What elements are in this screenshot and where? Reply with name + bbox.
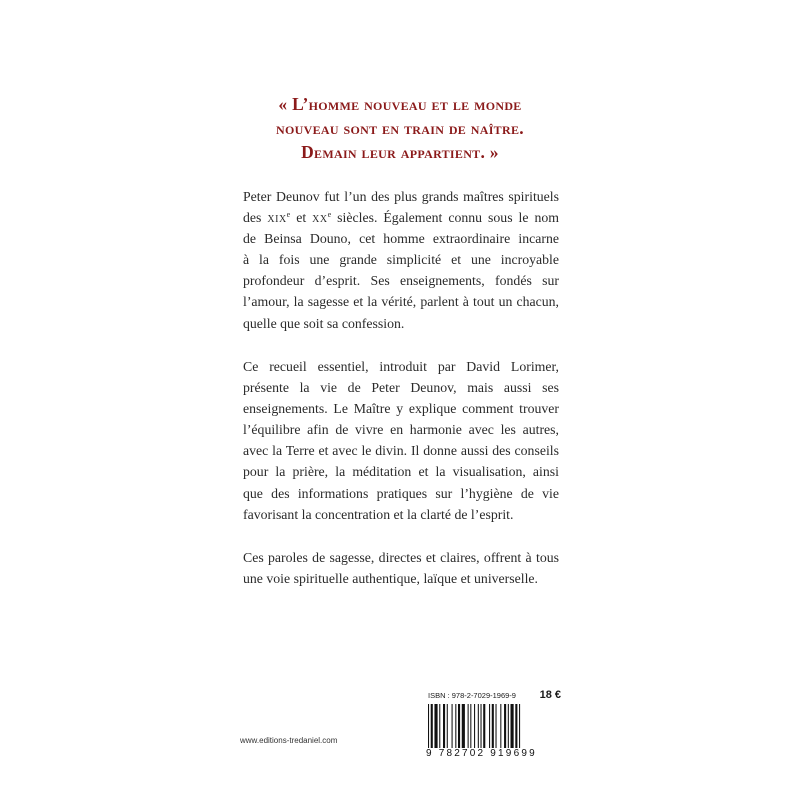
barcode-bar xyxy=(452,704,453,748)
barcode-bar xyxy=(434,704,437,748)
cover-quote xyxy=(210,92,590,164)
barcode-bar xyxy=(470,704,471,748)
text-line: avec la Terre et avec le divin. Il donne aussi des conseils xyxy=(243,443,559,459)
barcode-bar xyxy=(431,704,433,748)
barcode-bar xyxy=(458,704,460,748)
text-line: des xix$^e$ et $xx^e$ siècles. Également connu sous le nom xyxy=(243,210,560,226)
barcode-bar xyxy=(492,704,494,748)
barcode-bar xyxy=(443,704,445,748)
text-line: Ce recueil essentiel, introduit par David Lorimer, xyxy=(243,359,559,374)
description-paragraph-1 xyxy=(243,186,559,334)
text-line: à la fois une grande simplicité et une incroyable xyxy=(243,252,559,268)
publisher-website: www.editions-tredaniel.com xyxy=(240,736,338,745)
century-numeral: xx xyxy=(312,210,328,226)
text-line: favorisant la concentration et la clarté de l’esprit. xyxy=(243,506,514,522)
quote-line: Demain leur appartient. » xyxy=(301,142,499,162)
quote-line: nouveau sont en train de naître. xyxy=(276,118,524,138)
barcode-bar xyxy=(455,704,456,748)
barcode xyxy=(426,704,561,748)
barcode-bar xyxy=(462,704,465,748)
isbn-price-row xyxy=(428,691,561,703)
text-line: quelle que soit sa confession. xyxy=(243,315,405,331)
barcode-bar xyxy=(474,704,475,748)
barcode-bar xyxy=(504,704,506,748)
barcode-digits: 9 782702 919699 xyxy=(426,748,537,759)
barcode-bar xyxy=(468,704,469,748)
description-paragraph-2 xyxy=(243,356,559,525)
quote-line: « L’homme nouveau et le monde xyxy=(278,94,522,114)
barcode-bar xyxy=(511,704,514,748)
barcode-bar xyxy=(483,704,485,748)
text-line: que des informations pratiques sur l’hygiène de vie xyxy=(243,485,559,501)
century-numeral: xix xyxy=(267,210,287,226)
barcode-bar xyxy=(500,704,501,748)
text-line: une voie spirituelle authentique, laïque et universelle. xyxy=(243,571,539,587)
description-paragraph-3 xyxy=(243,547,559,589)
text-line: Peter Deunov fut l’un des plus grands maîtres spirituels xyxy=(243,189,559,204)
text-line: présente la vie de Peter Deunov, mais aussi ses xyxy=(243,380,559,396)
barcode-bar xyxy=(428,704,429,748)
barcode-bar xyxy=(481,704,482,748)
superscript: e xyxy=(327,210,332,220)
barcode-bar xyxy=(496,704,497,748)
isbn-label: ISBN : 978-2-7029-1969-9 xyxy=(428,691,516,700)
barcode-bar xyxy=(489,704,490,748)
text-line: l’amour, la sagesse et la vérité, parlent à tout un chacun, xyxy=(243,294,559,310)
text-line: enseignements. Le Maître y explique comment trouver xyxy=(243,401,559,417)
barcode-bar xyxy=(515,704,517,748)
barcode-bar xyxy=(478,704,479,748)
text-line: de Beinsa Douno, cet homme extraordinaire incarne xyxy=(243,231,559,247)
barcode-bar xyxy=(519,704,520,748)
text-line: l’équilibre afin de vivre en harmonie avec les autres, xyxy=(243,422,559,438)
text-line: pour la prière, la méditation et la visualisation, ainsi xyxy=(243,464,559,480)
barcode-bar xyxy=(508,704,509,748)
price-label: 18 € xyxy=(539,689,561,701)
text-line: profondeur d’esprit. Ses enseignements, fondés sur xyxy=(243,273,559,289)
text-line: Ces paroles de sagesse, directes et claires, offrent à tous xyxy=(243,550,559,565)
barcode-bar xyxy=(439,704,440,748)
superscript: e xyxy=(286,210,291,220)
barcode-bar xyxy=(447,704,448,748)
